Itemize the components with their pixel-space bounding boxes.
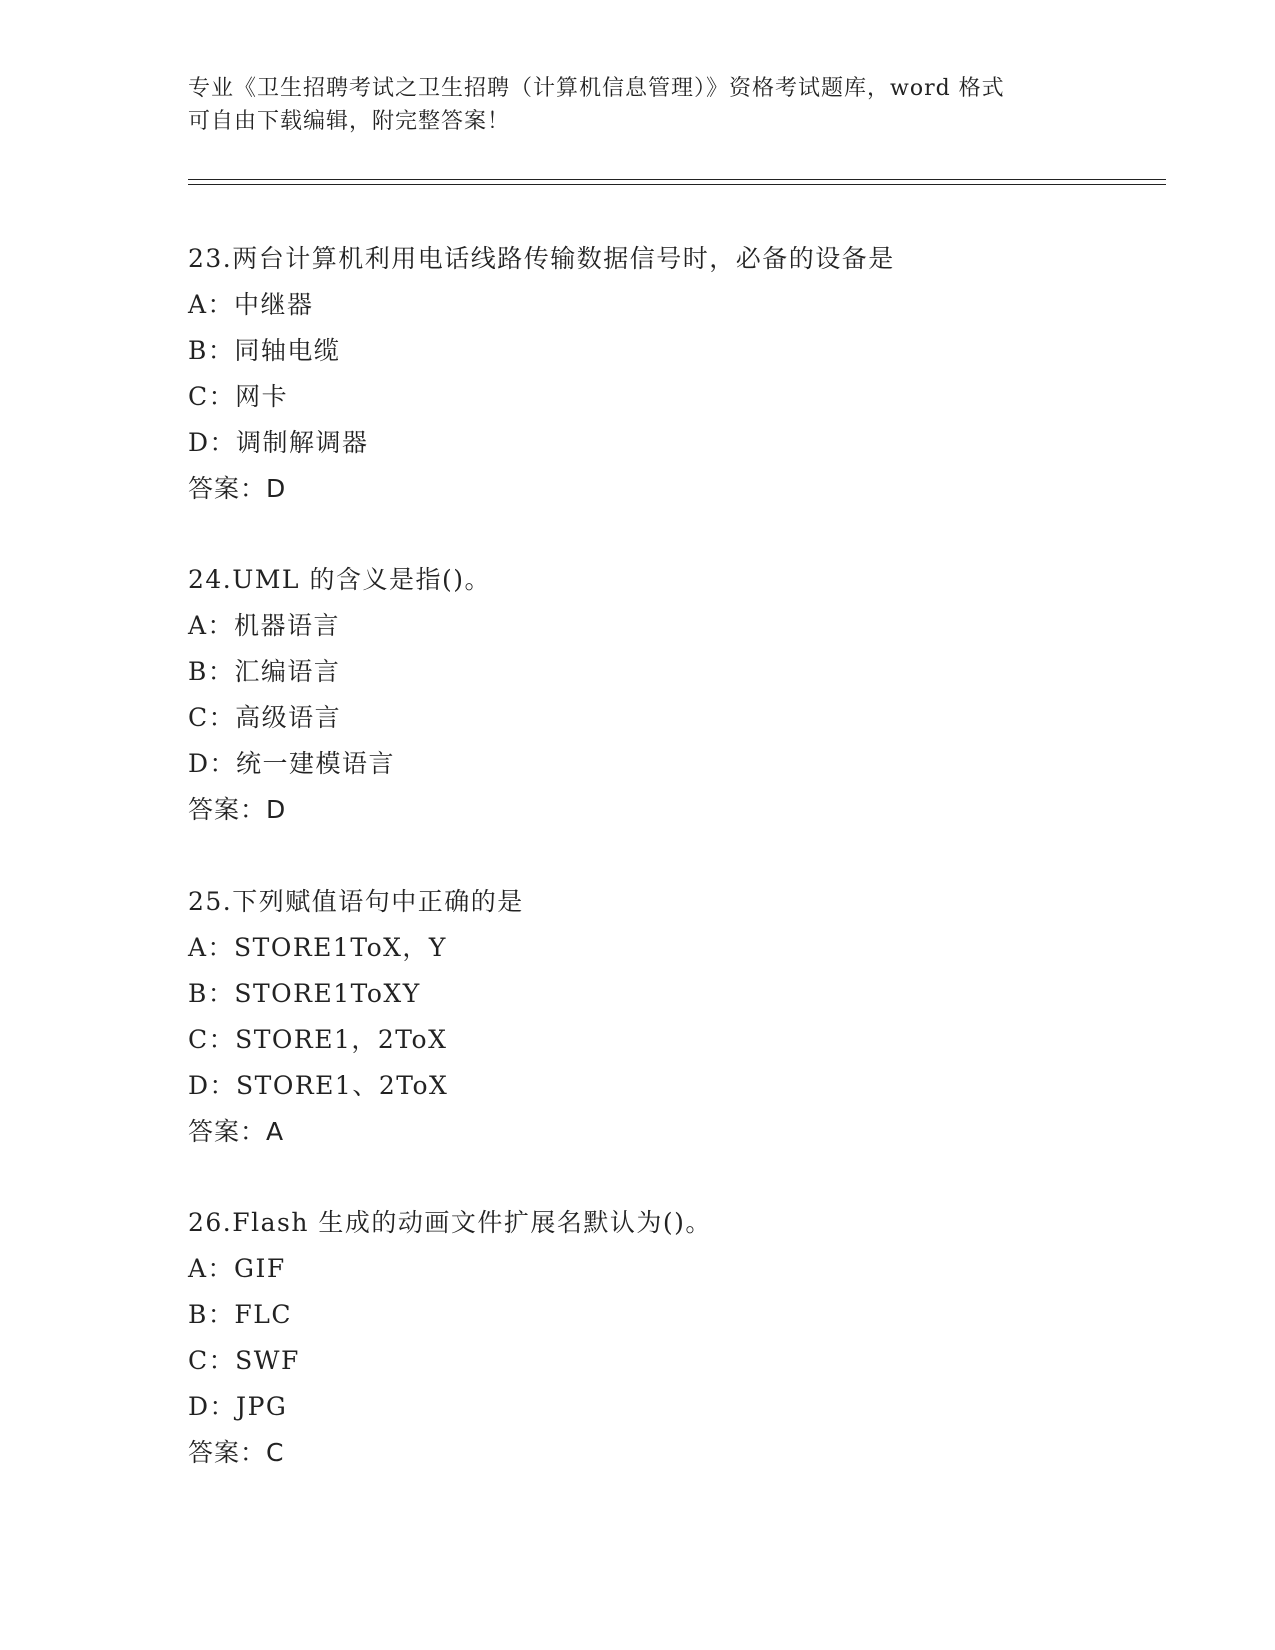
question-block	[188, 557, 1138, 833]
option-c: C：高级语言	[188, 703, 342, 732]
option-b: B：FLC	[188, 1300, 292, 1329]
answer-line: 答案：D	[188, 795, 287, 824]
option-d: D：JPG	[188, 1392, 288, 1421]
answer-line: 答案：D	[188, 474, 287, 503]
answer-line: 答案：C	[188, 1438, 285, 1467]
option-b: B：STORE1ToXY	[188, 979, 421, 1008]
option-a: A：STORE1ToX，Y	[188, 933, 447, 962]
option-a: A：中继器	[188, 290, 314, 319]
question-stem: 24.UML 的含义是指()。	[188, 565, 491, 594]
answer-line: 答案：A	[188, 1117, 285, 1146]
document-header	[188, 72, 1088, 138]
option-c: C：STORE1，2ToX	[188, 1025, 448, 1054]
question-stem: 26.Flash 生成的动画文件扩展名默认为()。	[188, 1208, 712, 1237]
option-b: B：同轴电缆	[188, 336, 341, 365]
option-d: D：统一建模语言	[188, 749, 396, 778]
header-line-1: 专业《卫生招聘考试之卫生招聘（计算机信息管理）》资格考试题库，word 格式	[188, 76, 1005, 101]
option-b: B：汇编语言	[188, 657, 341, 686]
option-c: C：SWF	[188, 1346, 300, 1375]
question-block	[188, 236, 1138, 512]
question-stem: 23.两台计算机利用电话线路传输数据信号时，必备的设备是	[188, 244, 895, 273]
question-block	[188, 1200, 1138, 1476]
header-line-2: 可自由下载编辑，附完整答案！	[188, 109, 511, 134]
option-a: A：GIF	[188, 1254, 286, 1283]
question-stem: 25.下列赋值语句中正确的是	[188, 887, 524, 916]
header-divider-top	[188, 179, 1166, 180]
header-divider-bottom	[188, 184, 1166, 185]
question-block	[188, 879, 1138, 1155]
option-d: D：STORE1、2ToX	[188, 1071, 449, 1100]
option-a: A：机器语言	[188, 611, 341, 640]
option-d: D：调制解调器	[188, 428, 369, 457]
option-c: C：网卡	[188, 382, 289, 411]
